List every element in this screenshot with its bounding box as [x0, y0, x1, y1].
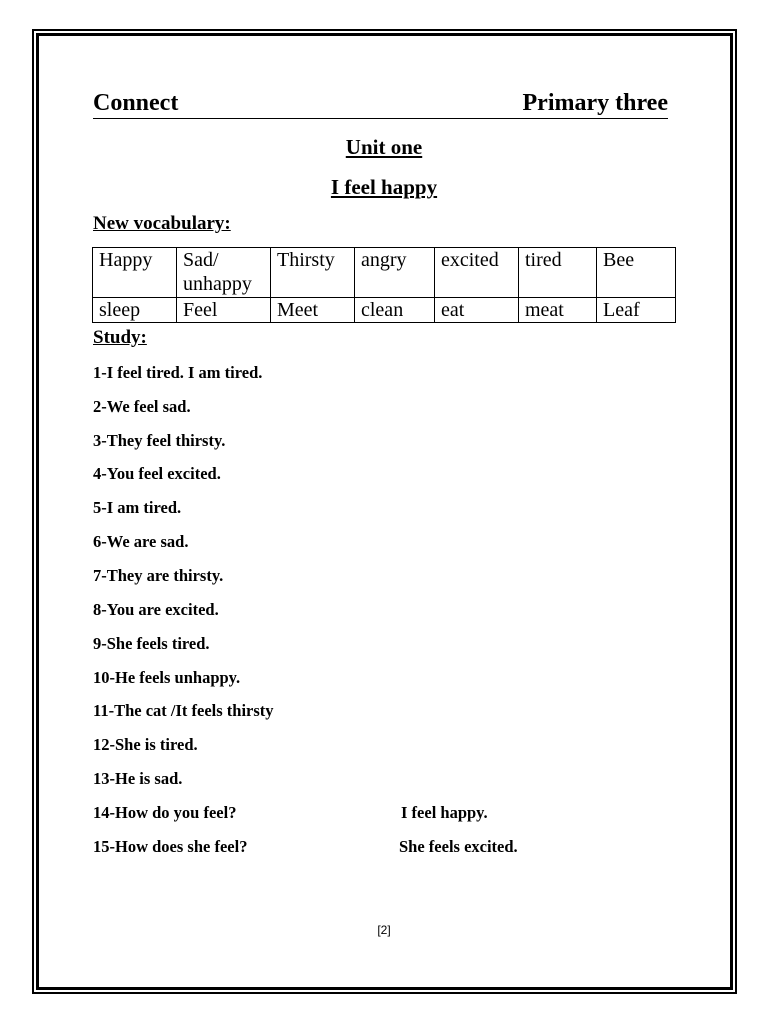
vocabulary-cell: Leaf	[597, 298, 676, 323]
vocabulary-cell: Feel	[177, 298, 271, 323]
study-sentence: 5-I am tired.	[93, 498, 182, 517]
vocabulary-cell: Thirsty	[271, 248, 355, 298]
page-number: [2]	[377, 923, 391, 937]
vocabulary-cell: Meet	[271, 298, 355, 323]
unit-title: Unit one	[345, 135, 423, 159]
vocabulary-heading: New vocabulary:	[93, 213, 231, 234]
study-sentence: 3-They feel thirsty.	[93, 431, 226, 450]
study-sentence: 4-You feel excited.	[93, 464, 221, 483]
study-heading: Study:	[93, 327, 147, 348]
vocabulary-cell: angry	[355, 248, 435, 298]
study-question: 15-How does she feel?	[93, 837, 248, 856]
study-question: 14-How do you feel?	[93, 803, 237, 822]
grade-name: Primary three	[522, 90, 668, 116]
study-sentence: 9-She feels tired.	[93, 634, 210, 653]
study-sentence: 8-You are excited.	[93, 600, 219, 619]
study-sentence: 1-I feel tired. I am tired.	[93, 363, 263, 382]
study-answer: She feels excited.	[399, 837, 518, 856]
vocabulary-cell: meat	[519, 298, 597, 323]
study-sentence: 6-We are sad.	[93, 532, 189, 551]
vocabulary-cell: Bee	[597, 248, 676, 298]
vocabulary-cell: sleep	[93, 298, 177, 323]
vocabulary-cell: tired	[519, 248, 597, 298]
vocabulary-cell: excited	[435, 248, 519, 298]
course-name: Connect	[93, 90, 179, 116]
vocabulary-row-2	[93, 298, 676, 323]
study-sentence: 7-They are thirsty.	[93, 566, 224, 585]
vocabulary-cell: eat	[435, 298, 519, 323]
study-sentence: 12-She is tired.	[93, 735, 198, 754]
study-answer: I feel happy.	[401, 803, 488, 822]
vocabulary-cell: Happy	[93, 248, 177, 298]
vocabulary-cell: clean	[355, 298, 435, 323]
vocabulary-table	[92, 247, 676, 323]
study-sentence: 2-We feel sad.	[93, 397, 191, 416]
study-sentence: 13-He is sad.	[93, 769, 183, 788]
study-sentence: 10-He feels unhappy.	[93, 668, 241, 687]
worksheet-header	[93, 88, 668, 119]
study-sentence: 11-The cat /It feels thirsty	[93, 701, 274, 720]
vocabulary-cell: Sad/ unhappy	[177, 248, 271, 298]
lesson-title: I feel happy	[330, 175, 438, 199]
vocabulary-row-1	[93, 248, 676, 298]
